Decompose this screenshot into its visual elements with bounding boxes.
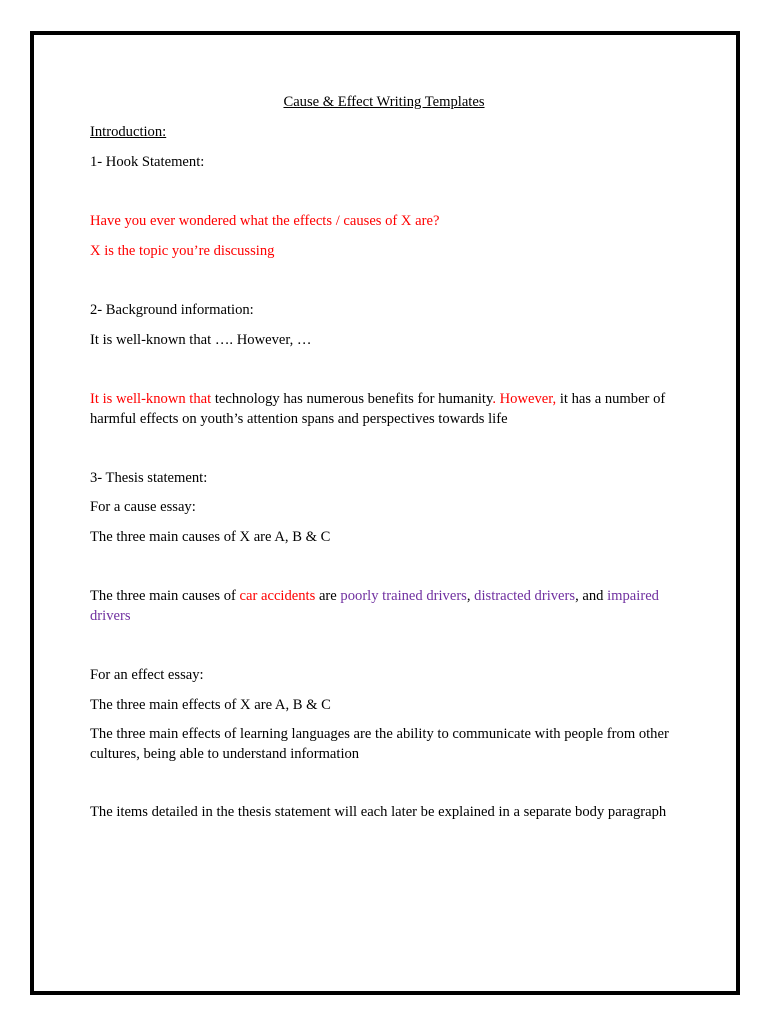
background-example-lead: It is well-known that [90, 391, 212, 407]
thesis-heading: 3- Thesis statement: [90, 470, 208, 486]
cause-example-are: are [315, 588, 341, 604]
background-example-middle: technology has numerous benefits for humanity [211, 391, 493, 407]
document-title: Cause & Effect Writing Templates [283, 94, 485, 110]
background-template: It is well-known that …. However, … [90, 332, 312, 348]
cause-essay-label: For a cause essay: [90, 499, 196, 515]
cause-example-sep-1: , [466, 588, 475, 604]
cause-example-sep-2: , and [575, 588, 608, 604]
cause-example-item-3: impaired drivers [90, 588, 659, 624]
cause-example-item-2: distracted drivers [474, 588, 576, 604]
background-example-however: . However, [492, 391, 557, 407]
cause-example-item-1: poorly trained drivers [340, 588, 467, 604]
cause-example-topic: car accidents [239, 588, 316, 604]
cause-example [90, 586, 680, 626]
hook-topic-note: X is the topic you’re discussing [90, 243, 275, 259]
cause-template: The three main causes of X are A, B & C [90, 529, 331, 545]
background-example [90, 389, 680, 429]
effect-example: The three main effects of learning languages are the ability to communicate with people from other cultures, being able to understand information [90, 726, 669, 762]
hook-example-question: Have you ever wondered what the effects / causes of X are? [90, 213, 440, 229]
closing-note: The items detailed in the thesis statement will each later be explained in a separate body paragraph [90, 804, 667, 820]
introduction-heading: Introduction: [90, 124, 167, 140]
cause-example-prefix: The three main causes of [90, 588, 240, 604]
background-heading: 2- Background information: [90, 302, 254, 318]
effect-essay-label: For an effect essay: [90, 667, 204, 683]
background-example-tail: it has a number of harmful effects on youth’s attention spans and perspectives towards life [90, 391, 666, 427]
effect-template: The three main effects of X are A, B & C [90, 697, 331, 713]
hook-heading: 1- Hook Statement: [90, 154, 205, 170]
